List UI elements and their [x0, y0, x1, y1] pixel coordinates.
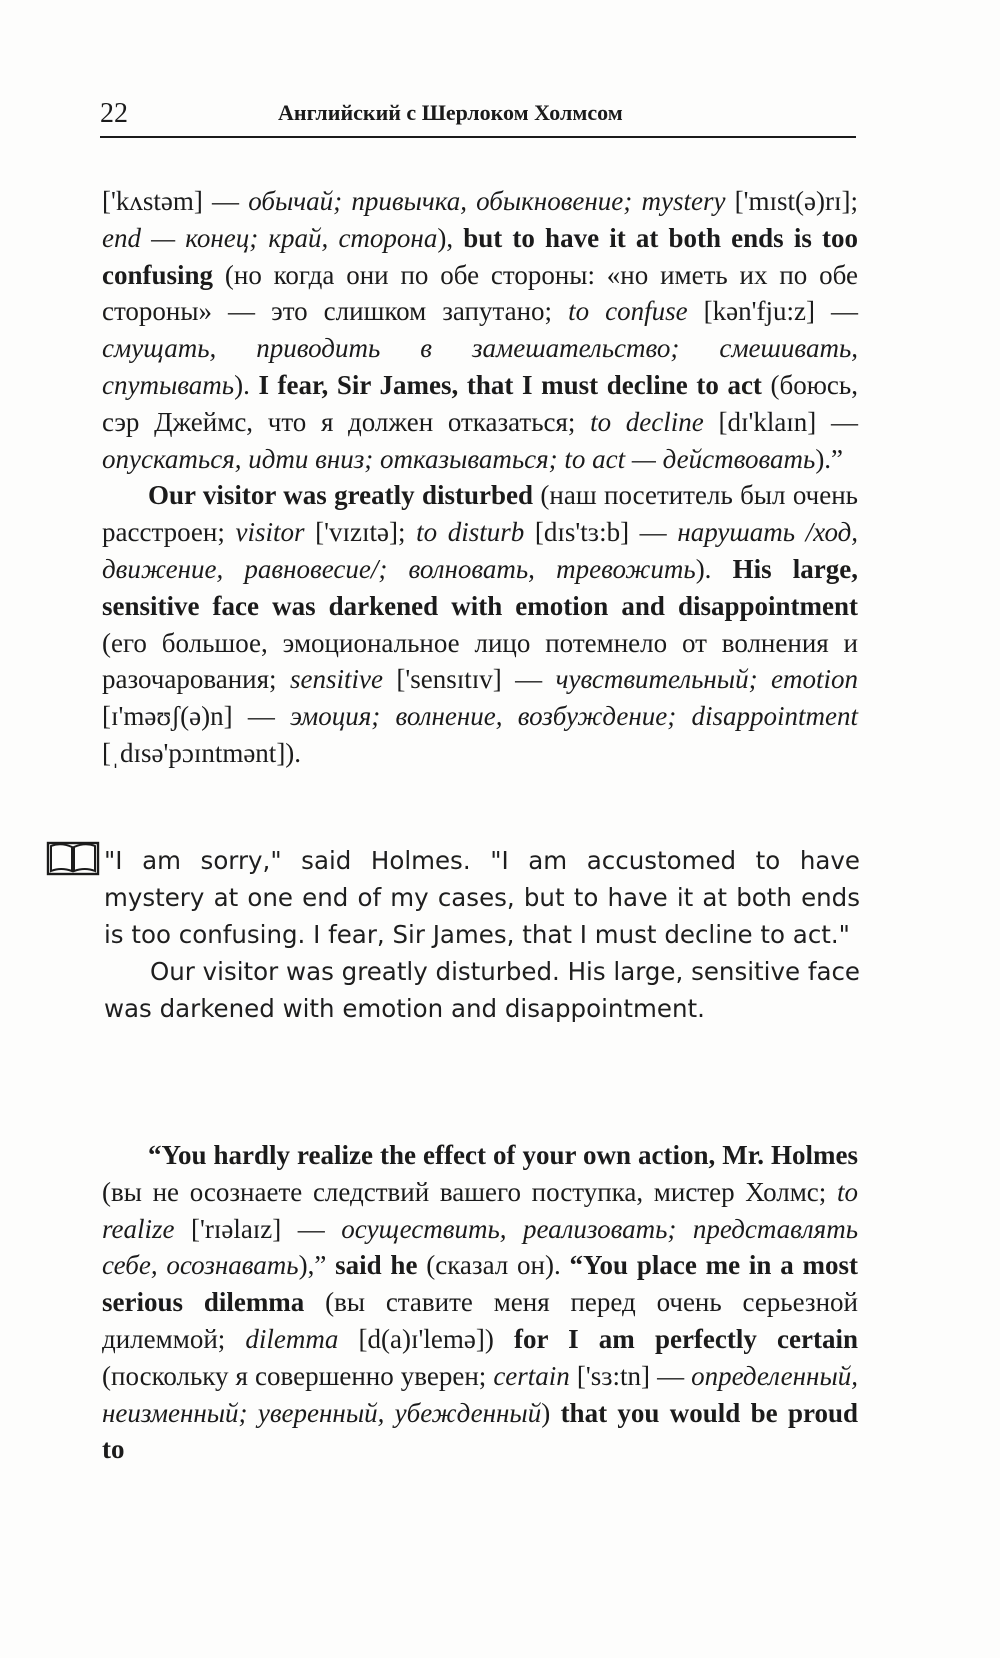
translation-text: ),”	[298, 1250, 336, 1281]
gloss-text: нарушать /ход, движение, равновесие/; волновать, тревожить	[102, 517, 858, 584]
gloss-text: обычай; привычка, обыкновение; mystery	[248, 186, 726, 216]
gloss-text: to realize	[102, 1176, 858, 1244]
annotated-paragraph	[102, 1137, 858, 1468]
translation-text: ).”	[815, 443, 844, 474]
gloss-text: certain	[493, 1360, 570, 1391]
gloss-text: эмоция; волнение, возбуждение; disappointment	[290, 701, 858, 732]
gloss-text: определенный, неизменный; уверенный, убежденный	[102, 1360, 858, 1428]
running-title: Английский с Шерлоком Холмсом	[278, 100, 623, 125]
annotated-text-block-1	[102, 183, 858, 772]
translation-text: (вы не осознаете следствий вашего поступка, мистер Холмс;	[102, 1176, 837, 1207]
gloss-text: end — конец; край, сторона	[102, 222, 438, 253]
translation-text: ['vɪzɪtə];	[304, 517, 417, 548]
open-book-icon	[46, 840, 100, 876]
translation-text: ['rɪəlaɪz] —	[174, 1213, 342, 1244]
translation-text: ),	[437, 222, 464, 253]
original-phrase: “You place me in a most serious dilemma	[102, 1250, 859, 1318]
annotated-text-block-2	[102, 1137, 858, 1468]
translation-text: ['kʌstəm] —	[102, 186, 249, 216]
translation-text: (поскольку я совершенно уверен;	[102, 1360, 494, 1391]
page-number: 22	[100, 98, 128, 129]
annotated-paragraph	[102, 183, 858, 477]
gloss-text: чувствительный; emotion	[555, 664, 858, 695]
gloss-text: to confuse	[568, 296, 688, 327]
gloss-text: dilemma	[245, 1323, 339, 1354]
gloss-text: to decline	[590, 406, 704, 437]
translation-text: ['sɜ:tn] —	[569, 1360, 692, 1391]
translation-text: (но когда они по обе стороны: «но иметь их по обе стороны» — это слишком запутано;	[102, 259, 858, 327]
annotated-paragraph	[102, 477, 858, 771]
original-phrase: Our visitor was greatly disturbed	[148, 480, 534, 511]
original-phrase: that you would be proud to	[102, 1397, 858, 1465]
gloss-text: sensitive	[289, 664, 383, 695]
gloss-text: visitor	[235, 517, 305, 548]
translation-text: (боюсь, сэр Джеймс, что я должен отказаться;	[102, 369, 858, 437]
translation-text: [d(a)ɪ'lemə])	[338, 1323, 514, 1354]
original-phrase: said he	[335, 1250, 418, 1281]
translation-text: (наш посетитель был очень расстроен;	[102, 480, 858, 548]
translation-text: [ɪ'məʊʃ(ə)n] —	[102, 701, 291, 732]
original-paragraph: "I am sorry," said Holmes. "I am accustomed to have mystery at one end of my cases, but to have it at both ends is too confusing. I fear, Sir James, that I must decline to act."	[104, 846, 860, 949]
original-paragraph: Our visitor was greatly disturbed. His large, sensitive face was darkened with emotion and disappointment.	[104, 957, 860, 1023]
original-phrase: but to have it at both ends is too confusing	[102, 222, 858, 290]
translation-text: (вы ставите меня перед очень серьезной дилеммой;	[102, 1287, 858, 1354]
gloss-text: to disturb	[416, 517, 525, 548]
gloss-text: опускаться, идти вниз; отказываться; to act — действовать	[102, 443, 816, 474]
translation-text: (его большое, эмоциональное лицо потемнело от волнения и разочарования;	[102, 627, 858, 695]
original-phrase: for I am perfectly certain	[514, 1323, 858, 1354]
translation-text: ).	[695, 553, 733, 584]
original-text-block	[104, 842, 860, 1027]
original-phrase: “You hardly realize the effect of your own action, Mr. Holmes	[148, 1140, 858, 1170]
translation-text: [kən'fju:z] —	[687, 296, 859, 327]
translation-text: ['sensɪtɪv] —	[382, 664, 556, 695]
original-phrase: His large, sensitive face was darkened with emotion and disappointment	[102, 553, 859, 621]
translation-text: ).	[234, 369, 259, 400]
gloss-text: осуществить, реализовать; представлять себе, осознавать	[102, 1213, 858, 1281]
translation-text: [dɪ'klaɪn] —	[703, 406, 858, 437]
page-header	[100, 96, 856, 138]
translation-text: [ˌdɪsə'pɔɪntmənt]).	[102, 737, 302, 768]
translation-text: (сказал он).	[417, 1250, 570, 1281]
translation-text: [dɪs'tɜ:b] —	[524, 517, 678, 548]
original-phrase: I fear, Sir James, that I must decline to act	[258, 369, 762, 400]
translation-text: )	[541, 1397, 561, 1428]
gloss-text: смущать, приводить в замешательство; смешивать, спутывать	[102, 333, 858, 400]
translation-text: ['mɪst(ə)rɪ];	[725, 186, 858, 216]
